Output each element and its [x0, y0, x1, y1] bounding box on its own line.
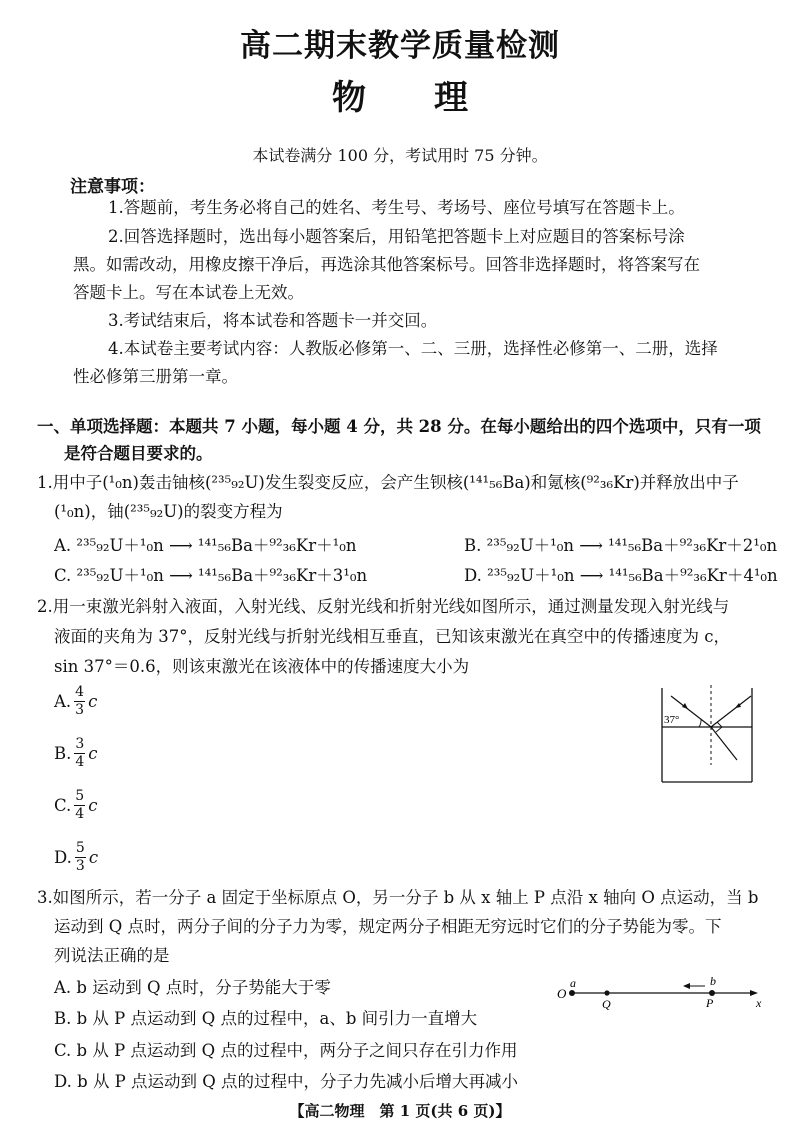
q2-refraction-figure [655, 685, 760, 785]
q2-option-d-den: 3 [75, 858, 85, 874]
label-a: a [570, 976, 576, 990]
q2-option-c-den: 4 [75, 806, 85, 822]
q2-option-c-var: c [88, 796, 98, 815]
molecule-a-dot [569, 990, 575, 996]
q1-stem-line1: 1.用中子(¹₀n)轰击铀核(²³⁵₉₂U)发生裂变反应，会产生钡核(¹⁴¹₅₆Ba)和氪核(⁹²₃₆Kr)并释放出中子 [37, 473, 739, 492]
q2-option-c-label: C. [54, 796, 72, 815]
q2-option-b [54, 736, 98, 771]
q3-option-d: D. b 从 P 点运动到 Q 点的过程中，分子力先减小后增大再减小 [54, 1072, 519, 1091]
label-o: O [557, 986, 567, 1001]
q2-option-d-var: c [88, 848, 99, 867]
point-q-dot [604, 990, 609, 995]
q2-option-c [54, 788, 97, 823]
q2-option-a-den: 3 [75, 702, 85, 718]
notice-item-2-end: 答题卡上。写在本试卷上无效。 [73, 283, 304, 302]
q3-option-a: A. b 运动到 Q 点时，分子势能大于零 [54, 978, 331, 997]
q3-stem-line3: 列说法正确的是 [54, 946, 170, 965]
angle-arc [699, 719, 701, 727]
exam-title: 高二期末教学质量检测 [240, 28, 560, 64]
q2-option-b-num: 3 [75, 736, 85, 752]
q1-option-b: B. ²³⁵₉₂U＋¹₀n ⟶ ¹⁴¹₅₆Ba＋⁹²₃₆Kr＋2¹₀n [464, 536, 778, 555]
section-1-heading-cont: 是符合题目要求的。 [64, 444, 213, 463]
q2-option-a-num: 4 [75, 684, 85, 700]
page-footer: 【高二物理 第 1 页(共 6 页)】 [289, 1102, 511, 1120]
q1-option-a: A. ²³⁵₉₂U＋¹₀n ⟶ ¹⁴¹₅₆Ba＋⁹²₃₆Kr＋¹₀n [54, 536, 357, 555]
q2-option-d-num: 5 [75, 840, 85, 856]
q2-option-a-label: A. [54, 692, 72, 711]
q3-option-c: C. b 从 P 点运动到 Q 点的过程中，两分子之间只存在引力作用 [54, 1041, 518, 1060]
q2-option-d [54, 840, 98, 875]
q3-option-b: B. b 从 P 点运动到 Q 点的过程中，a、b 间引力一直增大 [54, 1009, 478, 1028]
section-1-heading: 一、单项选择题：本题共 7 小题，每小题 4 分，共 28 分。在每小题给出的四个选项中，只有一项 [37, 417, 761, 436]
q2-option-a-fraction [74, 684, 85, 719]
q1-option-c: C. ²³⁵₉₂U＋¹₀n ⟶ ¹⁴¹₅₆Ba＋⁹²₃₆Kr＋3¹₀n [54, 566, 368, 585]
q2-option-b-label: B. [54, 744, 72, 763]
notice-item-4-end: 性必修第三册第一章。 [73, 367, 238, 386]
notice-item-1: 1.答题前，考生务必将自己的姓名、考生号、考场号、座位号填写在答题卡上。 [108, 198, 685, 217]
q2-option-d-fraction [75, 840, 86, 875]
q2-stem-line2: 液面的夹角为 37°，反射光线与折射光线相互垂直，已知该束激光在真空中的传播速度为 c， [54, 627, 730, 646]
q2-option-b-fraction [74, 736, 85, 771]
q3-stem-line2: 运动到 Q 点时，两分子间的分子力为零，规定两分子相距无穷远时它们的分子势能为零。下 [54, 917, 722, 936]
q1-stem-line2: (¹₀n)，铀(²³⁵₉₂U)的裂变方程为 [54, 502, 283, 521]
subject-title: 物 理 [332, 78, 468, 118]
q2-option-a-var: c [88, 692, 98, 711]
label-b: b [710, 975, 716, 988]
motion-arrow-icon [683, 983, 690, 989]
label-q: Q [602, 997, 611, 1011]
q3-molecule-axis-figure [550, 975, 770, 1013]
q2-option-b-var: c [88, 744, 98, 763]
q1-option-d: D. ²³⁵₉₂U＋¹₀n ⟶ ¹⁴¹₅₆Ba＋⁹²₃₆Kr＋4¹₀n [464, 566, 778, 585]
q3-stem-line1: 3.如图所示，若一分子 a 固定于坐标原点 O，另一分子 b 从 x 轴上 P 点沿 x 轴向 O 点运动，当 b [37, 888, 759, 907]
q2-option-c-fraction [74, 788, 85, 823]
angle-label: 37° [664, 714, 680, 726]
q2-stem-line3: sin 37°＝0.6，则该束激光在该液体中的传播速度大小为 [54, 657, 470, 676]
notice-item-3: 3.考试结束后，将本试卷和答题卡一并交回。 [108, 311, 438, 330]
q2-option-d-label: D. [54, 848, 72, 867]
q2-stem-line1: 2.用一束激光斜射入液面，入射光线、反射光线和折射光线如图所示，通过测量发现入射光线与 [37, 597, 730, 616]
q2-option-b-den: 4 [75, 754, 85, 770]
incident-arrow-icon [682, 703, 688, 709]
exam-info: 本试卷满分 100 分，考试用时 75 分钟。 [252, 146, 548, 165]
q2-option-c-num: 5 [75, 788, 85, 804]
notice-heading: 注意事项： [70, 177, 155, 197]
refracted-ray [711, 727, 737, 760]
notice-item-2-cont: 黑。如需改动，用橡皮擦干净后，再选涂其他答案标号。回答非选择题时，将答案写在 [73, 255, 700, 274]
notice-item-4: 4.本试卷主要考试内容：人教版必修第一、二、三册，选择性必修第一、二册，选择 [108, 339, 718, 358]
label-p: P [706, 996, 714, 1010]
notice-item-2: 2.回答选择题时，选出每小题答案后，用铅笔把答题卡上对应题目的答案标号涂 [108, 227, 685, 246]
q2-option-a [54, 684, 97, 719]
label-x: x [756, 996, 762, 1010]
